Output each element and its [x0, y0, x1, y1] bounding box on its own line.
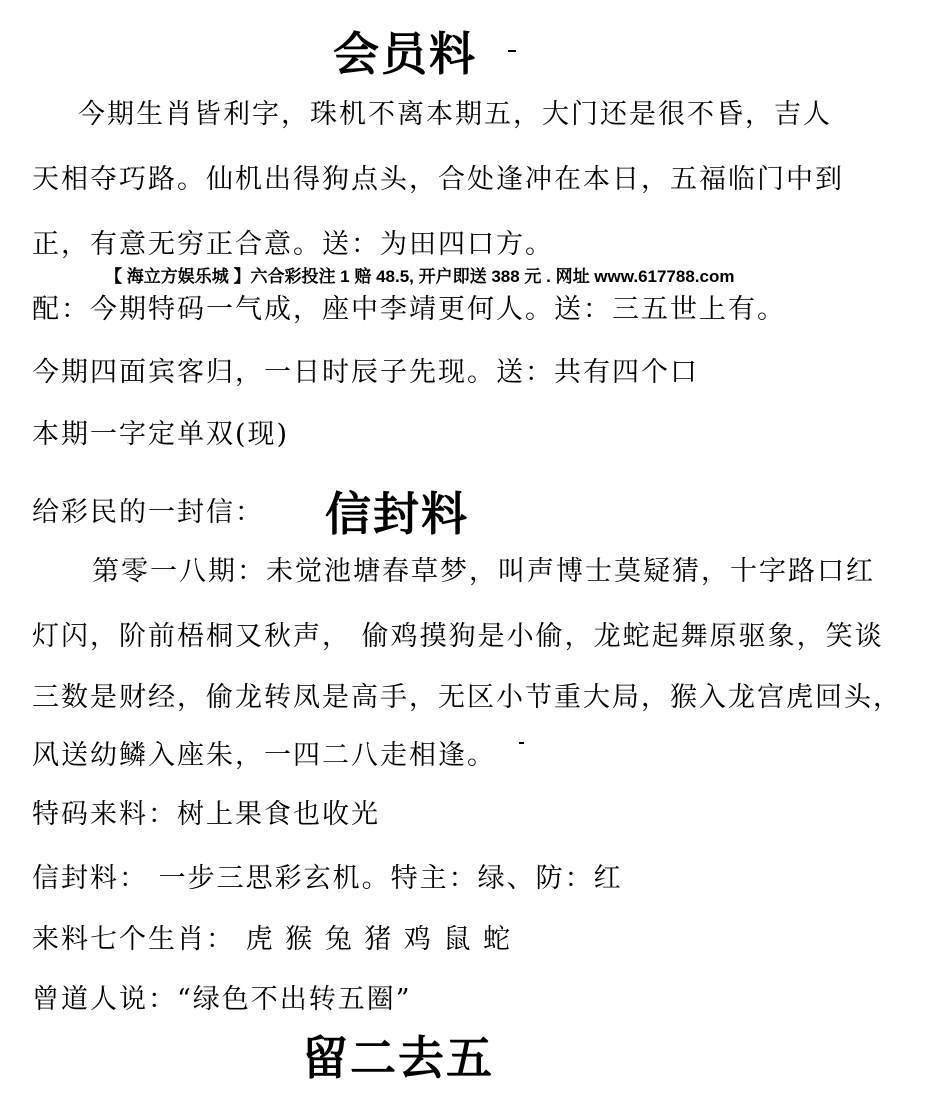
title-xinfengliao: 信封料 — [325, 487, 469, 541]
scan-speck — [519, 742, 524, 744]
section1-line-2: 天相夺巧路。仙机出得狗点头，合处逢冲在本日，五福临门中到 — [32, 164, 844, 195]
section1-line-1: 今期生肖皆利字，珠机不离本期五，大门还是很不昏，吉人 — [78, 99, 832, 130]
section2-line-1: 第零一八期：未觉池塘春草梦，叫声博士莫疑猜，十字路口红 — [92, 556, 875, 587]
section2-line-4: 风送幼鳞入座朱，一四二八走相逢。 — [32, 740, 496, 771]
title-liuerquwu: 留二去五 — [302, 1031, 494, 1085]
scan-speck — [508, 50, 516, 52]
section2-line-3: 三数是财经，偷龙转凤是高手，无区小节重大局，猴入龙宫虎回头， — [32, 682, 902, 713]
section2-line-2: 灯闪，阶前梧桐又秋声， 偷鸡摸狗是小偷，龙蛇起舞原驱象，笑谈 — [32, 621, 884, 652]
section2-line-7: 来料七个生肖： 虎 猴 兔 猪 鸡 鼠 蛇 — [32, 924, 513, 955]
title-huiyuanliao: 会员料 — [333, 27, 477, 81]
section2-line-8: 曾道人说：“绿色不出转五圈” — [32, 984, 412, 1015]
section1-line-5: 今期四面宾客归，一日时辰子先现。送：共有四个口 — [32, 357, 699, 388]
letter-intro: 给彩民的一封信： — [32, 497, 264, 528]
ad-banner: 【 海立方娱乐城 】六合彩投注 1 赔 48.5, 开户即送 388 元 . 网址 www.617788.com — [105, 267, 735, 286]
section2-line-6: 信封料： 一步三思彩玄机。特主：绿、防：红 — [32, 863, 623, 894]
section1-line-6: 本期一字定单双(现) — [32, 419, 290, 450]
section2-line-5: 特码来料：树上果食也收光 — [32, 799, 380, 830]
section1-line-4: 配：今期特码一气成，座中李靖更何人。送：三五世上有。 — [32, 294, 786, 325]
section1-line-3: 正，有意无穷正合意。送：为田四口方。 — [32, 229, 554, 260]
